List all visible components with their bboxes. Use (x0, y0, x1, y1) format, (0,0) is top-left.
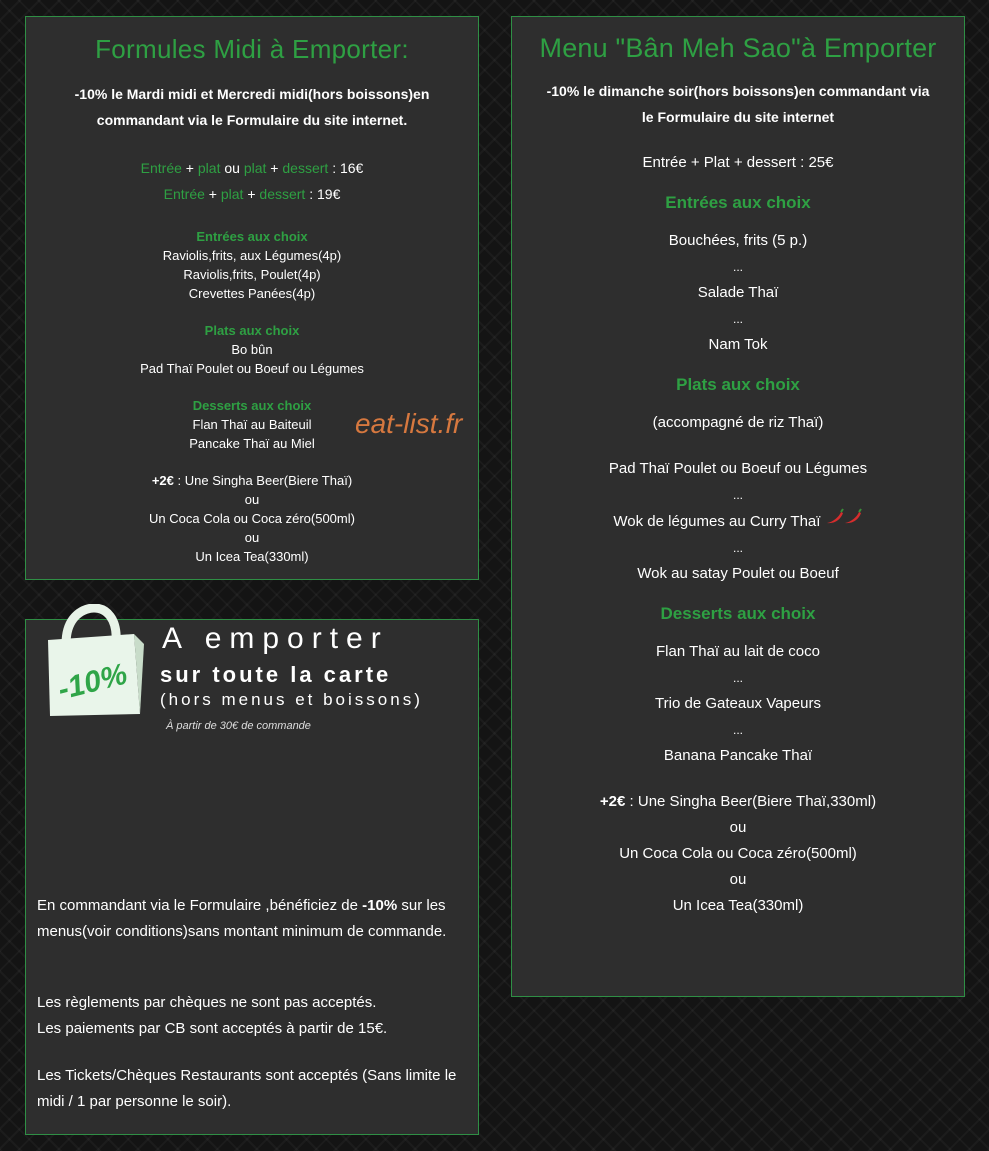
ou-text: ou (729, 871, 747, 888)
price2-plat: plat (220, 186, 244, 202)
price-line-16: Entrée + plat ou plat + dessert : 16€ (140, 160, 364, 176)
list-item: Pad Thaï Poulet ou Boeuf ou Légumes (608, 460, 868, 477)
emporter-minimum: À partir de 30€ de commande (166, 720, 311, 732)
emporter-note: (hors menus et boissons) (160, 690, 423, 709)
watermark: eat-list.fr (355, 408, 463, 439)
separator-dots: ... (732, 671, 743, 685)
list-item: Wok au satay Poulet ou Boeuf (637, 565, 839, 582)
menu-boissons-line3: Un Icea Tea(330ml) (672, 897, 804, 914)
formules-desserts-title: Desserts aux choix (192, 398, 312, 413)
boissons-text: : Une Singha Beer(Biere Thaï,330ml) (625, 793, 877, 810)
list-item: Salade Thaï (697, 284, 779, 301)
para1-text: En commandant via le Formulaire ,bénéficiez de (37, 897, 363, 914)
list-item: Banana Pancake Thaï (663, 747, 813, 764)
emporter-panel (25, 619, 479, 1135)
list-item: Raviolis,frits, Poulet(4p) (183, 267, 321, 282)
price1-plat2: plat (243, 160, 267, 176)
formules-plats-section (26, 321, 478, 378)
menu-promo-line2: le Formulaire du site internet (641, 109, 835, 125)
formules-plats-title: Plats aux choix (204, 323, 300, 338)
para2-line2: Les paiements par CB sont acceptés à partir de 15€. (37, 1020, 388, 1037)
menu-title: Menu "Bân Meh Sao"à Emporter (539, 33, 937, 63)
menu-plats-note: (accompagné de riz Thaï) (652, 414, 824, 431)
shopping-bag-icon (36, 604, 144, 732)
price1-plat: plat (197, 160, 221, 176)
price1-entree: Entrée (140, 160, 182, 176)
formules-midi-panel (25, 16, 479, 580)
list-item: Pancake Thaï au Miel (189, 436, 315, 451)
formules-entrees-title: Entrées aux choix (196, 229, 308, 244)
menu-ban-meh-sao-panel (511, 16, 965, 997)
para1-text-end: sur les menus(voir conditions)sans montant minimum de commande. (37, 897, 447, 940)
emporter-paragraph-2 (37, 990, 467, 1042)
price2-dessert: dessert (259, 186, 306, 202)
formules-promo-line2: commandant via le Formulaire du site internet. (96, 112, 408, 128)
list-item: Trio de Gateaux Vapeurs (655, 695, 821, 712)
list-item-text: Wok de légumes au Curry Thaï (613, 513, 821, 530)
menu-promo (528, 78, 948, 130)
emporter-heading: A emporter (162, 622, 389, 655)
ou-text: ou (244, 492, 260, 507)
list-item: Pad Thaï Poulet ou Boeuf ou Légumes (140, 361, 364, 376)
menu-desserts-title: Desserts aux choix (660, 604, 816, 623)
menu-entrees-title: Entrées aux choix (665, 193, 811, 212)
boissons-line1 (26, 471, 478, 490)
list-item: Nam Tok (708, 336, 768, 353)
price-line-19: Entrée + plat + dessert : 19€ (163, 186, 341, 202)
list-item: Flan Thaï au Baiteuil (192, 417, 312, 432)
price1-amount: : 16€ (332, 160, 364, 176)
list-item: Flan Thaï au lait de coco (656, 643, 820, 660)
bag-discount-text: -10% (54, 657, 131, 707)
menu-price: Entrée + Plat + dessert : 25€ (642, 154, 834, 171)
list-item: Crevettes Panées(4p) (188, 286, 316, 301)
price1-dessert: dessert (282, 160, 329, 176)
price2-amount: : 19€ (309, 186, 341, 202)
menu-plats-title: Plats aux choix (676, 375, 800, 394)
formules-entrees-section (26, 227, 478, 303)
menu-promo-line1: -10% le dimanche soir(hors boissons)en commandant via (546, 83, 930, 99)
formules-promo-line1: -10% le Mardi midi et Mercredi midi(hors boissons)en (74, 86, 430, 102)
chili-pepper-icon (825, 514, 863, 529)
ou-text: ou (729, 819, 747, 836)
separator-dots: ... (732, 541, 743, 555)
emporter-paragraph-1 (37, 893, 467, 945)
ou-text: ou (244, 530, 260, 545)
menu-boissons-line2: Un Coca Cola ou Coca zéro(500ml) (619, 845, 857, 862)
list-item-spicy (512, 508, 964, 535)
separator-dots: ... (732, 723, 743, 737)
formules-boissons-section (26, 471, 478, 566)
list-item: Bouchées, frits (5 p.) (668, 232, 808, 249)
formules-prices (26, 155, 478, 207)
list-item: Raviolis,frits, aux Légumes(4p) (162, 248, 342, 263)
price1-ou: ou (224, 160, 240, 176)
price2-entree: Entrée (163, 186, 205, 202)
para1-discount: -10% (362, 897, 398, 914)
menu-boissons-line1 (512, 789, 964, 815)
emporter-subheading: sur toute la carte (160, 662, 392, 687)
para2-line1: Les règlements par chèques ne sont pas acceptés. (37, 994, 377, 1011)
formules-title: Formules Midi à Emporter: (95, 34, 409, 64)
list-item: Bo bûn (231, 342, 273, 357)
separator-dots: ... (732, 260, 743, 274)
boissons-line3: Un Icea Tea(330ml) (195, 549, 309, 564)
formules-promo (44, 81, 460, 133)
boissons-prefix: +2€ (151, 473, 174, 488)
emporter-paragraph-3: Les Tickets/Chèques Restaurants sont acceptés (Sans limite le midi / 1 par personne le soir). (37, 1067, 457, 1110)
separator-dots: ... (732, 488, 743, 502)
boissons-text: : Une Singha Beer(Biere Thaï) (173, 473, 353, 488)
boissons-prefix: +2€ (599, 793, 626, 810)
boissons-line2: Un Coca Cola ou Coca zéro(500ml) (149, 511, 355, 526)
separator-dots: ... (732, 312, 743, 326)
